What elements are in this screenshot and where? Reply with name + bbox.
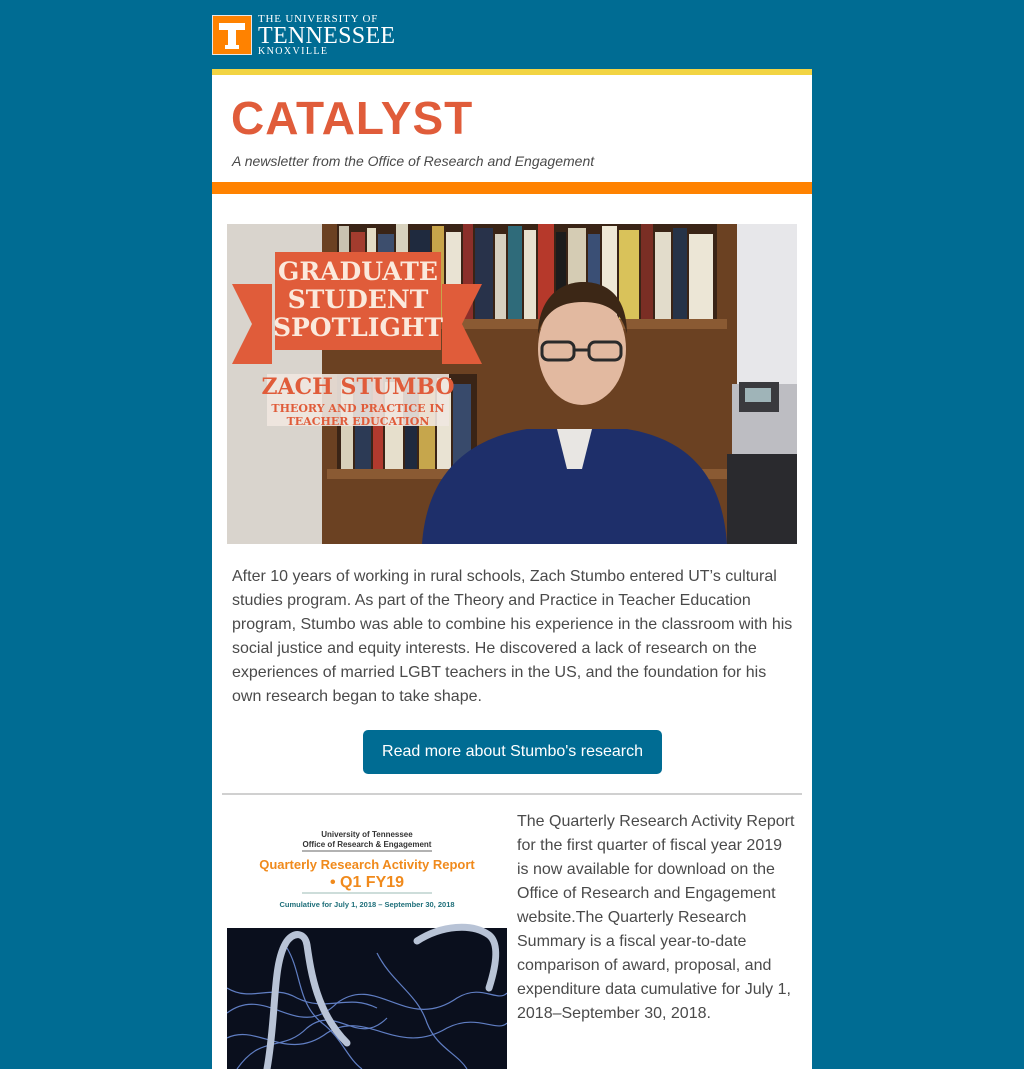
power-t-icon bbox=[212, 15, 252, 55]
department-line1: THEORY AND PRACTICE IN bbox=[271, 402, 445, 415]
logo-line2: TENNESSEE bbox=[258, 22, 396, 49]
logo-line3: KNOXVILLE bbox=[258, 45, 329, 57]
report-paragraph: The Quarterly Research Activity Report for the first quarter of fiscal year 2019 is now available for download on the Office of Research and Engagement website.The Quarterly Research Summary is a fiscal year-to-date comparison of award, proposal, and expenditure data cumulative for July 1, 2018–September 30, 2018. bbox=[517, 813, 795, 1022]
report-img-title2: • Q1 FY19 bbox=[329, 874, 405, 891]
report-img-caption: Cumulative for July 1, 2018 – September 30, 2018 bbox=[279, 900, 455, 909]
quarterly-report-image[interactable] bbox=[227, 813, 507, 1069]
story-paragraph: After 10 years of working in rural schools, Zach Stumbo entered UT’s cultural studies program. As part of the Theory and Practice in Teacher Education program, Stumbo was able to combine his experience in the classroom with his social justice and equity interests. He discovered a lack of research on the experiences of married LGBT teachers in the US, and the foundation for his own research began to take shape. bbox=[232, 568, 793, 705]
graduate-spotlight-image[interactable] bbox=[227, 224, 797, 544]
student-name: ZACH STUMBO bbox=[261, 374, 455, 400]
banner-line1: GRADUATE bbox=[278, 257, 438, 286]
masthead bbox=[212, 75, 812, 182]
ut-logo[interactable] bbox=[212, 14, 395, 56]
report-img-line2: Office of Research & Engagement bbox=[302, 840, 432, 849]
banner-line2: STUDENT bbox=[287, 285, 429, 314]
logo-line1: THE UNIVERSITY OF bbox=[258, 12, 379, 25]
report-img-title1: Quarterly Research Activity Report bbox=[259, 857, 475, 872]
newsletter-title: CATALYST bbox=[231, 92, 474, 144]
newsletter-subtitle: A newsletter from the Office of Research and Engagement bbox=[232, 153, 595, 169]
printer-shape bbox=[727, 382, 797, 544]
section-divider bbox=[222, 793, 802, 795]
department-line2: TEACHER EDUCATION bbox=[286, 415, 430, 428]
orange-divider-bar bbox=[212, 182, 812, 194]
report-img-line1: University of Tennessee bbox=[321, 830, 413, 839]
newsletter-card bbox=[212, 69, 812, 1069]
read-more-button[interactable]: Read more about Stumbo's research bbox=[363, 730, 662, 774]
banner-line3: SPOTLIGHT bbox=[272, 313, 444, 342]
